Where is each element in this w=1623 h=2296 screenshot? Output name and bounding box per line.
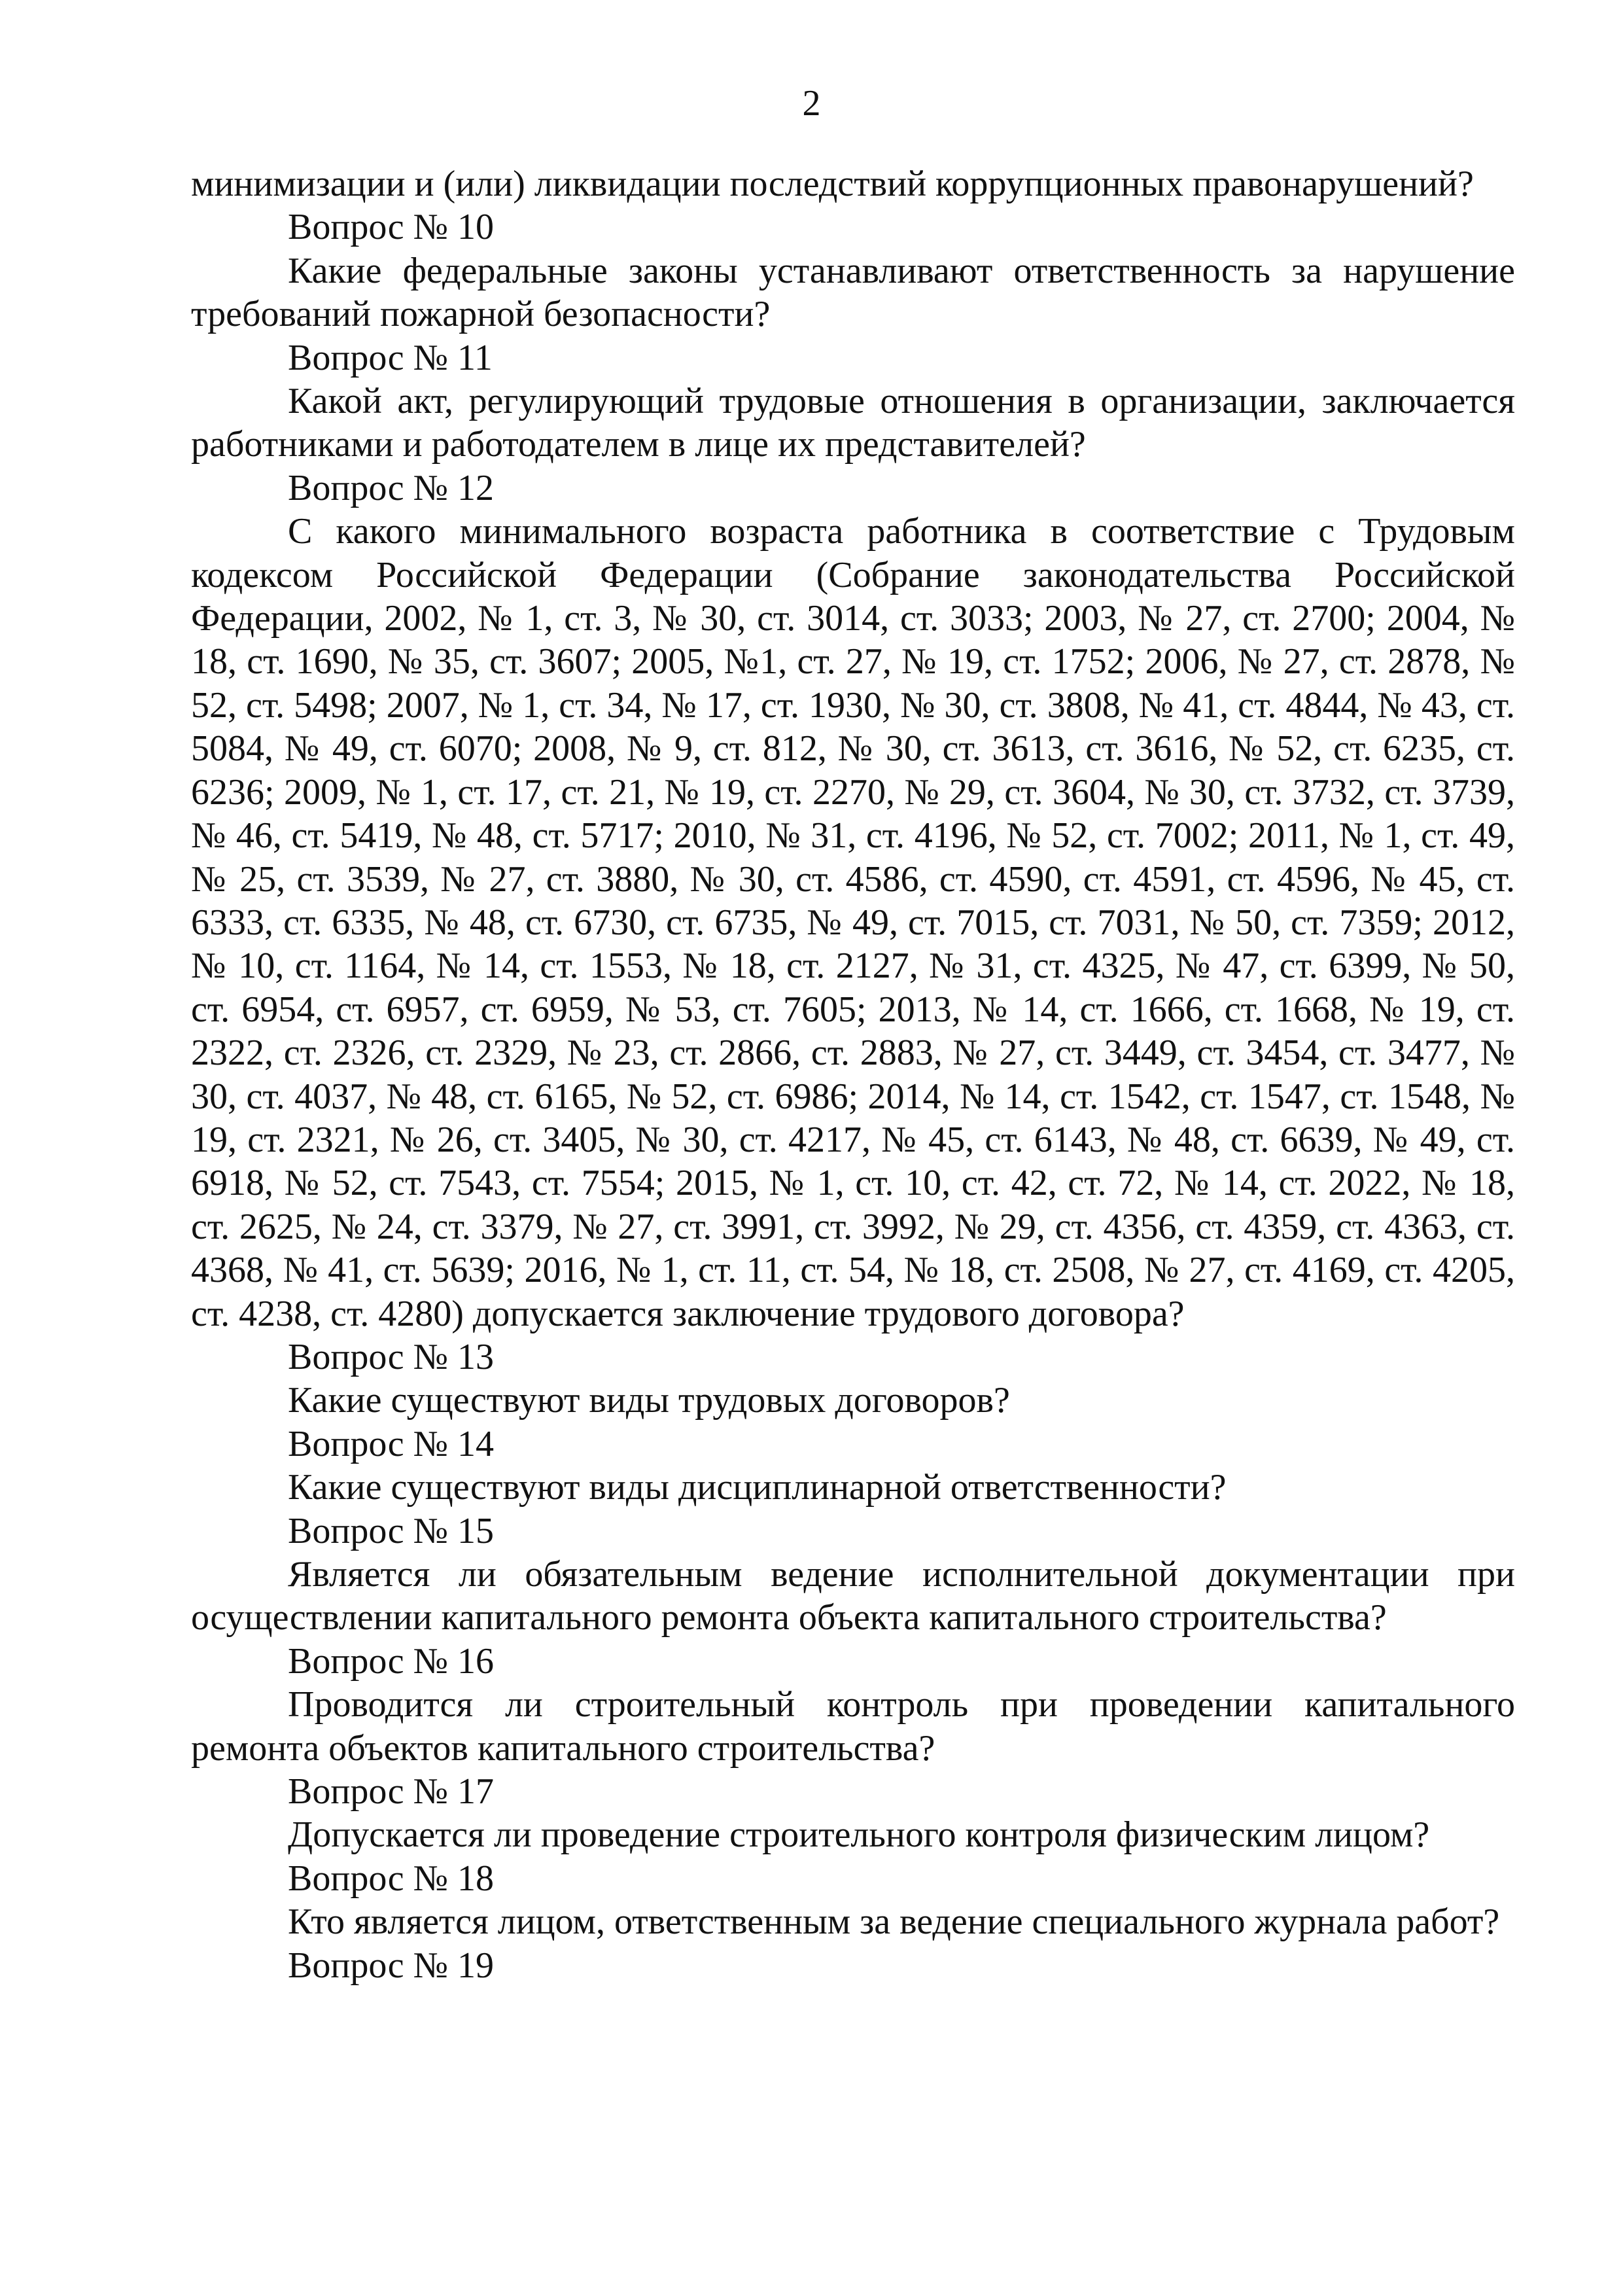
question-text-15: Является ли обязательным ведение исполнительной документации при осуществлении капитального ремонта объекта капитального строительства? [191, 1554, 1515, 1638]
question-text-13: Какие существуют виды трудовых договоров? [288, 1380, 1010, 1421]
question-heading-17: Вопрос № 17 [288, 1771, 494, 1812]
question-heading-13: Вопрос № 13 [288, 1336, 494, 1377]
question-text-18: Кто является лицом, ответственным за ведение специального журнала работ? [288, 1901, 1500, 1943]
question-heading-16: Вопрос № 16 [288, 1640, 494, 1682]
paragraph-continuation: минимизации и (или) ликвидации последствий коррупционных правонарушений? [191, 164, 1474, 204]
question-heading-11: Вопрос № 11 [288, 337, 493, 378]
question-heading-12: Вопрос № 12 [288, 467, 494, 508]
question-text-12: С какого минимального возраста работника в соответствие с Трудовым кодексом Российской Федерации (Собрание законодательства Российской Федерации, 2002, № 1, ст. 3, № 30, ст. 3014, ст. 3033; 2003, № 27, ст. 2700; 2004, № 18, ст. 1690, № 35, ст. 3607; 2005, №1, ст. 27, № 19, ст. 1752; 2006, № 27, ст. 2878, № 52, ст. 5498; 2007, № 1, ст. 34, № 17, ст. 1930, № 30, ст. 3808, № 41, ст. 4844, № 43, ст. 5084, № 49, ст. 6070; 2008, № 9, ст. 812, № 30, ст. 3613, ст. 3616, № 52, ст. 6235, ст. 6236; 2009, № 1, ст. 17, ст. 21, № 19, ст. 2270, № 29, ст. 3604, № 30, ст. 3732, ст. 3739, № 46, ст. 5419, № 48, ст. 5717; 2010, № 31, ст. 4196, № 52, ст. 7002; 2011, № 1, ст. 49, № 25, ст. 3539, № 27, ст. 3880, № 30, ст. 4586, ст. 4590, ст. 4591, ст. 4596, № 45, ст. 6333, ст. 6335, № 48, ст. 6730, ст. 6735, № 49, ст. 7015, ст. 7031, № 50, ст. 7359; 2012, № 10, ст. 1164, № 14, ст. 1553, № 18, ст. 2127, № 31, ст. 4325, № 47, ст. 6399, № 50, ст. 6954, ст. 6957, ст. 6959, № 53, ст. 7605; 2013, № 14, ст. 1666, ст. 1668, № 19, ст. 2322, ст. 2326, ст. 2329, № 23, ст. 2866, ст. 2883, № 27, ст. 3449, ст. 3454, ст. 3477, № 30, ст. 4037, № 48, ст. 6165, № 52, ст. 6986; 2014, № 14, ст. 1542, ст. 1547, ст. 1548, № 19, ст. 2321, № 26, ст. 3405, № 30, ст. 4217, № 45, ст. 6143, № 48, ст. 6639, № 49, ст. 6918, № 52, ст. 7543, ст. 7554; 2015, № 1, ст. 10, ст. 42, ст. 72, № 14, ст. 2022, № 18, ст. 2625, № 24, ст. 3379, № 27, ст. 3991, ст. 3992, № 29, ст. 4356, ст. 4359, ст. 4363, ст. 4368, № 41, ст. 5639; 2016, № 1, ст. 11, ст. 54, № 18, ст. 2508, № 27, ст. 4169, ст. 4205, ст. 4238, ст. 4280) допускается заключение трудового договора? [191, 511, 1515, 1334]
question-text-14: Какие существуют виды дисциплинарной ответственности? [288, 1467, 1227, 1508]
page-number: 2 [802, 83, 821, 124]
question-text-10: Какие федеральные законы устанавливают ответственность за нарушение требований пожарной безопасности? [191, 250, 1515, 335]
question-heading-18: Вопрос № 18 [288, 1858, 494, 1899]
question-text-17: Допускается ли проведение строительного контроля физическим лицом? [288, 1814, 1430, 1856]
question-text-11: Какой акт, регулирующий трудовые отношения в организации, заключается работниками и работодателем в лице их представителей? [191, 381, 1515, 465]
question-heading-19: Вопрос № 19 [288, 1945, 494, 1986]
question-heading-10: Вопрос № 10 [288, 207, 494, 248]
question-heading-15: Вопрос № 15 [288, 1510, 494, 1551]
question-heading-14: Вопрос № 14 [288, 1423, 494, 1464]
question-text-16: Проводится ли строительный контроль при проведении капитального ремонта объектов капитального строительства? [191, 1684, 1515, 1769]
document-body [191, 162, 1515, 1987]
